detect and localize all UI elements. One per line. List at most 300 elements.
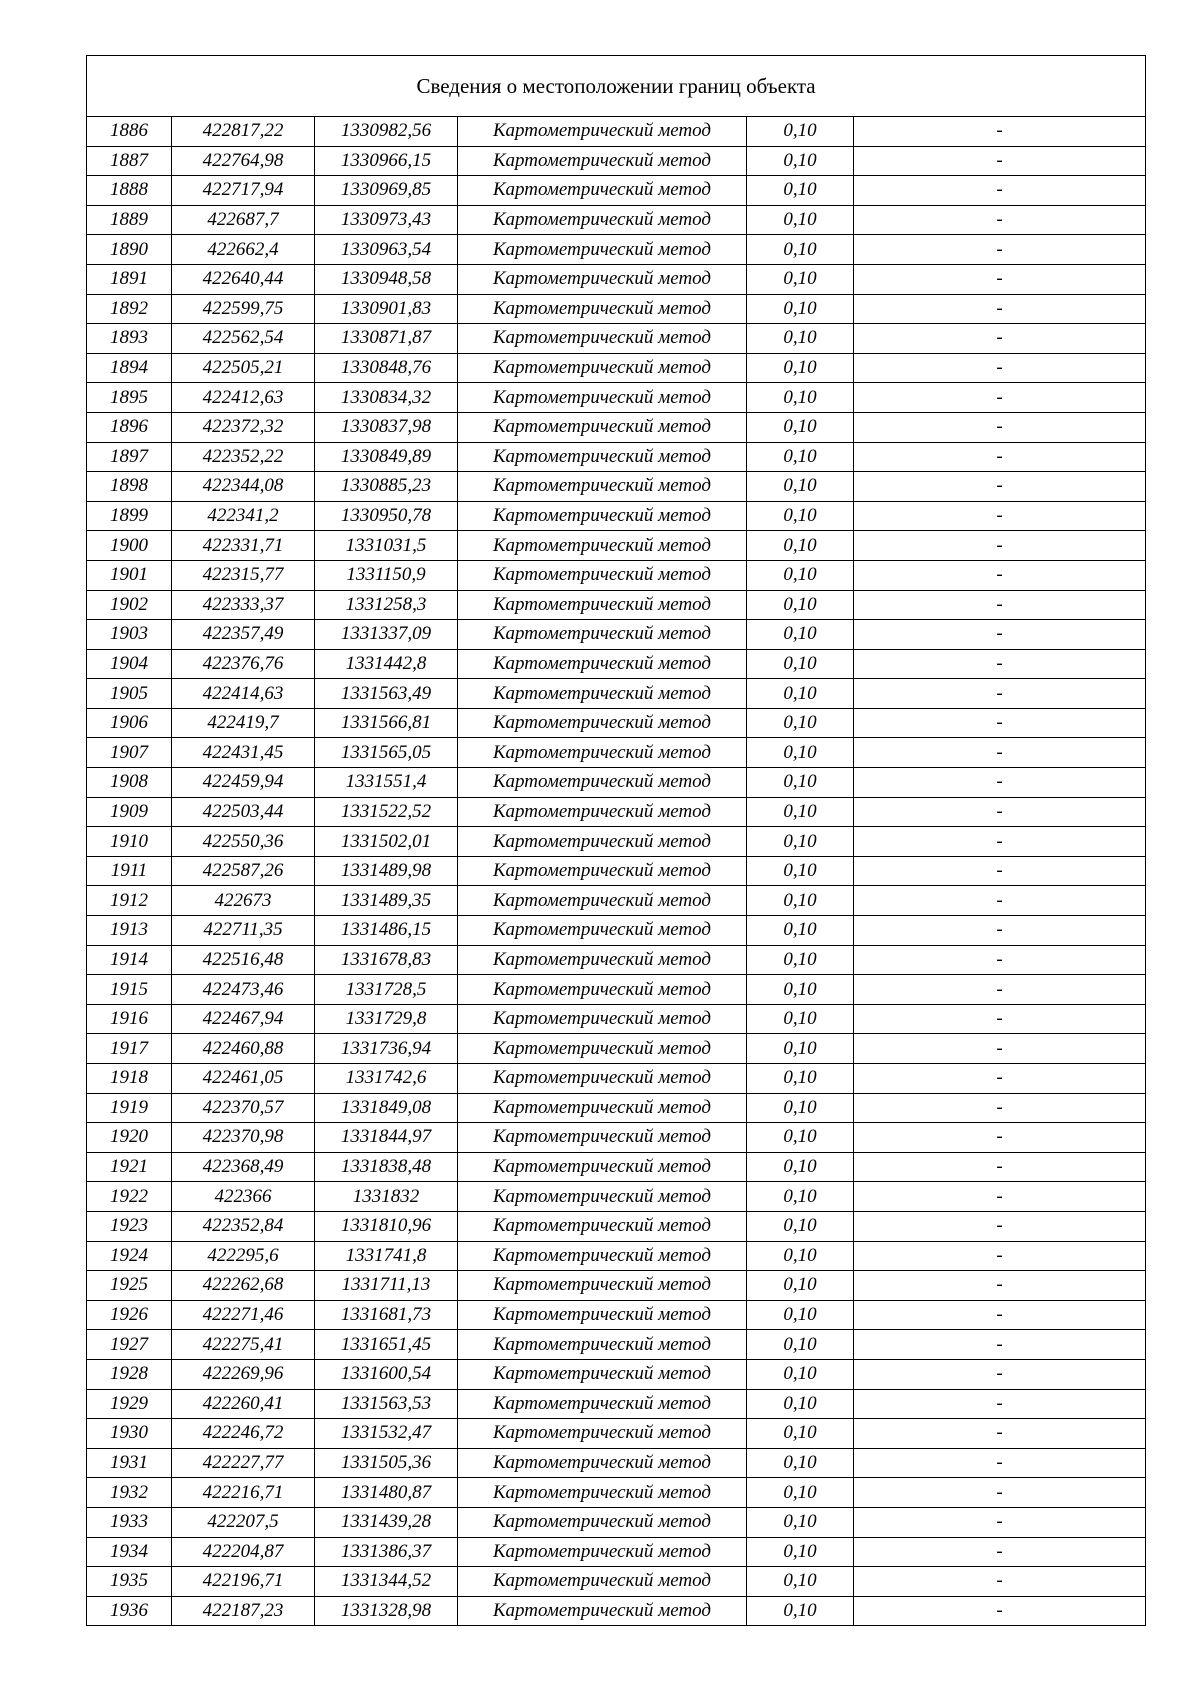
cell-precision: 0,10: [747, 1537, 854, 1567]
cell-description: -: [854, 560, 1146, 590]
cell-description: -: [854, 383, 1146, 413]
cell-coord-x: 422711,35: [172, 916, 315, 946]
cell-description: -: [854, 1123, 1146, 1153]
cell-description: -: [854, 945, 1146, 975]
cell-point-number: 1929: [87, 1389, 172, 1419]
cell-precision: 0,10: [747, 620, 854, 650]
cell-point-number: 1910: [87, 827, 172, 857]
cell-coord-y: 1331031,5: [315, 531, 458, 561]
cell-method: Картометрический метод: [458, 1211, 747, 1241]
cell-precision: 0,10: [747, 1152, 854, 1182]
cell-coord-y: 1331489,98: [315, 856, 458, 886]
cell-coord-y: 1331844,97: [315, 1123, 458, 1153]
cell-description: -: [854, 1300, 1146, 1330]
cell-description: -: [854, 1241, 1146, 1271]
cell-point-number: 1909: [87, 797, 172, 827]
cell-coord-x: 422473,46: [172, 975, 315, 1005]
cell-method: Картометрический метод: [458, 205, 747, 235]
cell-point-number: 1916: [87, 1004, 172, 1034]
cell-point-number: 1922: [87, 1182, 172, 1212]
cell-description: -: [854, 1478, 1146, 1508]
table-row: [87, 975, 1146, 1005]
cell-coord-x: 422216,71: [172, 1478, 315, 1508]
table-row: [87, 620, 1146, 650]
table-row: [87, 1330, 1146, 1360]
cell-coord-y: 1330950,78: [315, 501, 458, 531]
cell-coord-y: 1331486,15: [315, 916, 458, 946]
cell-description: -: [854, 768, 1146, 798]
cell-description: -: [854, 1419, 1146, 1449]
cell-description: -: [854, 797, 1146, 827]
cell-coord-x: 422461,05: [172, 1064, 315, 1094]
table-row: [87, 294, 1146, 324]
cell-coord-y: 1331736,94: [315, 1034, 458, 1064]
cell-description: -: [854, 531, 1146, 561]
cell-coord-x: 422764,98: [172, 146, 315, 176]
cell-precision: 0,10: [747, 324, 854, 354]
cell-description: -: [854, 1271, 1146, 1301]
cell-description: -: [854, 590, 1146, 620]
cell-point-number: 1896: [87, 412, 172, 442]
table-row: [87, 1389, 1146, 1419]
table-row: [87, 1359, 1146, 1389]
cell-coord-x: 422370,98: [172, 1123, 315, 1153]
cell-precision: 0,10: [747, 1596, 854, 1626]
cell-precision: 0,10: [747, 235, 854, 265]
cell-precision: 0,10: [747, 383, 854, 413]
cell-method: Картометрический метод: [458, 1389, 747, 1419]
cell-precision: 0,10: [747, 1034, 854, 1064]
cell-precision: 0,10: [747, 1389, 854, 1419]
cell-point-number: 1932: [87, 1478, 172, 1508]
cell-precision: 0,10: [747, 1448, 854, 1478]
cell-description: -: [854, 501, 1146, 531]
cell-coord-y: 1330948,58: [315, 264, 458, 294]
cell-coord-y: 1331711,13: [315, 1271, 458, 1301]
cell-point-number: 1927: [87, 1330, 172, 1360]
table-row: [87, 412, 1146, 442]
cell-point-number: 1888: [87, 176, 172, 206]
cell-coord-x: 422587,26: [172, 856, 315, 886]
cell-method: Картометрический метод: [458, 324, 747, 354]
cell-coord-y: 1331838,48: [315, 1152, 458, 1182]
cell-point-number: 1918: [87, 1064, 172, 1094]
cell-precision: 0,10: [747, 1211, 854, 1241]
cell-method: Картометрический метод: [458, 146, 747, 176]
table-row: [87, 1567, 1146, 1597]
cell-coord-x: 422357,49: [172, 620, 315, 650]
cell-method: Картометрический метод: [458, 738, 747, 768]
cell-method: Картометрический метод: [458, 916, 747, 946]
table-row: [87, 945, 1146, 975]
cell-precision: 0,10: [747, 1567, 854, 1597]
cell-coord-y: 1330885,23: [315, 472, 458, 502]
cell-coord-y: 1331832: [315, 1182, 458, 1212]
table-row: [87, 1448, 1146, 1478]
cell-point-number: 1931: [87, 1448, 172, 1478]
cell-point-number: 1911: [87, 856, 172, 886]
cell-precision: 0,10: [747, 945, 854, 975]
table-row: [87, 472, 1146, 502]
cell-coord-x: 422640,44: [172, 264, 315, 294]
cell-point-number: 1921: [87, 1152, 172, 1182]
cell-point-number: 1905: [87, 679, 172, 709]
table-row: [87, 235, 1146, 265]
cell-coord-y: 1331150,9: [315, 560, 458, 590]
cell-description: -: [854, 1448, 1146, 1478]
cell-description: -: [854, 472, 1146, 502]
cell-method: Картометрический метод: [458, 797, 747, 827]
cell-coord-x: 422269,96: [172, 1359, 315, 1389]
cell-coord-y: 1331729,8: [315, 1004, 458, 1034]
cell-method: Картометрический метод: [458, 472, 747, 502]
cell-description: -: [854, 620, 1146, 650]
cell-precision: 0,10: [747, 1271, 854, 1301]
table-row: [87, 1123, 1146, 1153]
cell-method: Картометрический метод: [458, 383, 747, 413]
table-row: [87, 176, 1146, 206]
cell-point-number: 1930: [87, 1419, 172, 1449]
cell-precision: 0,10: [747, 768, 854, 798]
cell-coord-x: 422376,76: [172, 649, 315, 679]
cell-coord-x: 422550,36: [172, 827, 315, 857]
cell-coord-y: 1330848,76: [315, 353, 458, 383]
cell-coord-y: 1331489,35: [315, 886, 458, 916]
cell-point-number: 1891: [87, 264, 172, 294]
cell-precision: 0,10: [747, 294, 854, 324]
cell-coord-x: 422372,32: [172, 412, 315, 442]
cell-method: Картометрический метод: [458, 1034, 747, 1064]
cell-method: Картометрический метод: [458, 294, 747, 324]
table-row: [87, 768, 1146, 798]
cell-method: Картометрический метод: [458, 590, 747, 620]
cell-method: Картометрический метод: [458, 1567, 747, 1597]
cell-coord-x: 422516,48: [172, 945, 315, 975]
cell-coord-x: 422419,7: [172, 708, 315, 738]
cell-precision: 0,10: [747, 264, 854, 294]
cell-description: -: [854, 1093, 1146, 1123]
cell-coord-x: 422459,94: [172, 768, 315, 798]
cell-precision: 0,10: [747, 176, 854, 206]
cell-coord-y: 1330973,43: [315, 205, 458, 235]
cell-precision: 0,10: [747, 1182, 854, 1212]
cell-point-number: 1914: [87, 945, 172, 975]
cell-coord-x: 422246,72: [172, 1419, 315, 1449]
cell-point-number: 1898: [87, 472, 172, 502]
cell-point-number: 1934: [87, 1537, 172, 1567]
cell-point-number: 1887: [87, 146, 172, 176]
cell-point-number: 1915: [87, 975, 172, 1005]
cell-method: Картометрический метод: [458, 1004, 747, 1034]
cell-coord-x: 422315,77: [172, 560, 315, 590]
cell-method: Картометрический метод: [458, 1448, 747, 1478]
cell-precision: 0,10: [747, 738, 854, 768]
cell-method: Картометрический метод: [458, 1271, 747, 1301]
cell-method: Картометрический метод: [458, 1123, 747, 1153]
table-row: [87, 679, 1146, 709]
cell-point-number: 1889: [87, 205, 172, 235]
cell-coord-x: 422227,77: [172, 1448, 315, 1478]
cell-point-number: 1892: [87, 294, 172, 324]
table-row: [87, 1300, 1146, 1330]
table-row: [87, 1419, 1146, 1449]
cell-method: Картометрический метод: [458, 1152, 747, 1182]
cell-coord-x: 422271,46: [172, 1300, 315, 1330]
cell-description: -: [854, 1330, 1146, 1360]
cell-point-number: 1903: [87, 620, 172, 650]
cell-coord-y: 1330982,56: [315, 117, 458, 147]
cell-coord-y: 1331566,81: [315, 708, 458, 738]
cell-precision: 0,10: [747, 1093, 854, 1123]
cell-coord-x: 422331,71: [172, 531, 315, 561]
cell-precision: 0,10: [747, 1004, 854, 1034]
cell-coord-x: 422370,57: [172, 1093, 315, 1123]
cell-coord-y: 1330837,98: [315, 412, 458, 442]
cell-point-number: 1893: [87, 324, 172, 354]
cell-method: Картометрический метод: [458, 264, 747, 294]
cell-coord-y: 1330963,54: [315, 235, 458, 265]
cell-precision: 0,10: [747, 649, 854, 679]
cell-coord-y: 1331480,87: [315, 1478, 458, 1508]
cell-description: -: [854, 1389, 1146, 1419]
cell-point-number: 1924: [87, 1241, 172, 1271]
table-row: [87, 1271, 1146, 1301]
cell-method: Картометрический метод: [458, 531, 747, 561]
cell-description: -: [854, 679, 1146, 709]
cell-coord-x: 422344,08: [172, 472, 315, 502]
cell-description: -: [854, 205, 1146, 235]
cell-point-number: 1923: [87, 1211, 172, 1241]
cell-coord-y: 1330834,32: [315, 383, 458, 413]
document-page: [86, 55, 1145, 1626]
cell-description: -: [854, 886, 1146, 916]
table-row: [87, 1241, 1146, 1271]
cell-point-number: 1933: [87, 1507, 172, 1537]
table-row: [87, 1596, 1146, 1626]
cell-coord-y: 1330901,83: [315, 294, 458, 324]
cell-description: -: [854, 1211, 1146, 1241]
cell-precision: 0,10: [747, 1507, 854, 1537]
cell-coord-y: 1331681,73: [315, 1300, 458, 1330]
cell-description: -: [854, 1359, 1146, 1389]
cell-coord-x: 422687,7: [172, 205, 315, 235]
table-row: [87, 916, 1146, 946]
cell-method: Картометрический метод: [458, 1330, 747, 1360]
cell-description: -: [854, 856, 1146, 886]
table-row: [87, 827, 1146, 857]
cell-coord-x: 422414,63: [172, 679, 315, 709]
table-row: [87, 1478, 1146, 1508]
cell-description: -: [854, 235, 1146, 265]
cell-point-number: 1925: [87, 1271, 172, 1301]
table-row: [87, 708, 1146, 738]
cell-method: Картометрический метод: [458, 1064, 747, 1094]
cell-method: Картометрический метод: [458, 649, 747, 679]
cell-point-number: 1920: [87, 1123, 172, 1153]
cell-description: -: [854, 294, 1146, 324]
cell-description: -: [854, 1507, 1146, 1537]
cell-precision: 0,10: [747, 1064, 854, 1094]
table-row: [87, 856, 1146, 886]
cell-precision: 0,10: [747, 590, 854, 620]
cell-method: Картометрический метод: [458, 1241, 747, 1271]
cell-precision: 0,10: [747, 708, 854, 738]
cell-coord-x: 422262,68: [172, 1271, 315, 1301]
cell-method: Картометрический метод: [458, 768, 747, 798]
cell-precision: 0,10: [747, 856, 854, 886]
cell-coord-y: 1330849,89: [315, 442, 458, 472]
cell-coord-y: 1330871,87: [315, 324, 458, 354]
table-row: [87, 1537, 1146, 1567]
cell-method: Картометрический метод: [458, 975, 747, 1005]
cell-coord-x: 422503,44: [172, 797, 315, 827]
cell-precision: 0,10: [747, 916, 854, 946]
cell-point-number: 1904: [87, 649, 172, 679]
cell-coord-y: 1331565,05: [315, 738, 458, 768]
cell-coord-y: 1331532,47: [315, 1419, 458, 1449]
cell-precision: 0,10: [747, 1300, 854, 1330]
cell-point-number: 1901: [87, 560, 172, 590]
boundary-coordinates-table: [86, 55, 1146, 1626]
cell-method: Картометрический метод: [458, 1300, 747, 1330]
table-row: [87, 442, 1146, 472]
cell-coord-y: 1331678,83: [315, 945, 458, 975]
table-row: [87, 117, 1146, 147]
cell-precision: 0,10: [747, 1419, 854, 1449]
cell-point-number: 1902: [87, 590, 172, 620]
cell-coord-x: 422295,6: [172, 1241, 315, 1271]
cell-precision: 0,10: [747, 472, 854, 502]
table-row: [87, 1034, 1146, 1064]
cell-coord-y: 1331344,52: [315, 1567, 458, 1597]
table-row: [87, 1211, 1146, 1241]
cell-point-number: 1926: [87, 1300, 172, 1330]
cell-description: -: [854, 1004, 1146, 1034]
cell-coord-x: 422352,84: [172, 1211, 315, 1241]
cell-method: Картометрический метод: [458, 827, 747, 857]
cell-coord-y: 1331551,4: [315, 768, 458, 798]
cell-point-number: 1928: [87, 1359, 172, 1389]
cell-coord-x: 422673: [172, 886, 315, 916]
cell-coord-y: 1331442,8: [315, 649, 458, 679]
table-title: Сведения о местоположении границ объекта: [87, 56, 1146, 117]
cell-precision: 0,10: [747, 1359, 854, 1389]
cell-coord-y: 1331728,5: [315, 975, 458, 1005]
cell-precision: 0,10: [747, 412, 854, 442]
cell-precision: 0,10: [747, 1241, 854, 1271]
cell-method: Картометрический метод: [458, 856, 747, 886]
cell-point-number: 1895: [87, 383, 172, 413]
table-row: [87, 1064, 1146, 1094]
cell-coord-y: 1331328,98: [315, 1596, 458, 1626]
cell-coord-y: 1331439,28: [315, 1507, 458, 1537]
cell-point-number: 1936: [87, 1596, 172, 1626]
cell-method: Картометрический метод: [458, 1419, 747, 1449]
cell-coord-x: 422505,21: [172, 353, 315, 383]
cell-description: -: [854, 176, 1146, 206]
cell-coord-x: 422352,22: [172, 442, 315, 472]
cell-coord-y: 1331563,49: [315, 679, 458, 709]
cell-precision: 0,10: [747, 1330, 854, 1360]
cell-method: Картометрический метод: [458, 620, 747, 650]
cell-precision: 0,10: [747, 531, 854, 561]
cell-coord-y: 1331810,96: [315, 1211, 458, 1241]
cell-description: -: [854, 412, 1146, 442]
table-row: [87, 1093, 1146, 1123]
table-row: [87, 353, 1146, 383]
cell-method: Картометрический метод: [458, 442, 747, 472]
cell-description: -: [854, 708, 1146, 738]
cell-coord-x: 422207,5: [172, 1507, 315, 1537]
cell-coord-x: 422431,45: [172, 738, 315, 768]
table-row: [87, 264, 1146, 294]
cell-coord-x: 422366: [172, 1182, 315, 1212]
cell-point-number: 1886: [87, 117, 172, 147]
cell-coord-y: 1331502,01: [315, 827, 458, 857]
table-row: [87, 501, 1146, 531]
cell-description: -: [854, 264, 1146, 294]
cell-point-number: 1897: [87, 442, 172, 472]
table-row: [87, 590, 1146, 620]
cell-description: -: [854, 649, 1146, 679]
cell-coord-y: 1331600,54: [315, 1359, 458, 1389]
cell-coord-x: 422275,41: [172, 1330, 315, 1360]
cell-coord-x: 422260,41: [172, 1389, 315, 1419]
cell-method: Картометрический метод: [458, 1359, 747, 1389]
cell-method: Картометрический метод: [458, 176, 747, 206]
cell-coord-x: 422717,94: [172, 176, 315, 206]
cell-point-number: 1906: [87, 708, 172, 738]
cell-method: Картометрический метод: [458, 1507, 747, 1537]
cell-method: Картометрический метод: [458, 117, 747, 147]
cell-coord-x: 422333,37: [172, 590, 315, 620]
cell-description: -: [854, 738, 1146, 768]
cell-description: -: [854, 1034, 1146, 1064]
cell-description: -: [854, 146, 1146, 176]
cell-point-number: 1935: [87, 1567, 172, 1597]
cell-precision: 0,10: [747, 679, 854, 709]
table-row: [87, 649, 1146, 679]
cell-precision: 0,10: [747, 560, 854, 590]
cell-precision: 0,10: [747, 205, 854, 235]
table-row: [87, 324, 1146, 354]
cell-description: -: [854, 1537, 1146, 1567]
cell-method: Картометрический метод: [458, 945, 747, 975]
cell-description: -: [854, 827, 1146, 857]
table-row: [87, 1182, 1146, 1212]
cell-coord-x: 422341,2: [172, 501, 315, 531]
cell-coord-y: 1330969,85: [315, 176, 458, 206]
cell-precision: 0,10: [747, 353, 854, 383]
cell-point-number: 1907: [87, 738, 172, 768]
table-row: [87, 560, 1146, 590]
cell-coord-x: 422196,71: [172, 1567, 315, 1597]
cell-point-number: 1900: [87, 531, 172, 561]
table-row: [87, 205, 1146, 235]
cell-description: -: [854, 324, 1146, 354]
cell-coord-y: 1331505,36: [315, 1448, 458, 1478]
cell-point-number: 1912: [87, 886, 172, 916]
cell-precision: 0,10: [747, 886, 854, 916]
table-row: [87, 1004, 1146, 1034]
cell-description: -: [854, 1567, 1146, 1597]
cell-description: -: [854, 353, 1146, 383]
cell-coord-x: 422204,87: [172, 1537, 315, 1567]
cell-point-number: 1890: [87, 235, 172, 265]
cell-method: Картометрический метод: [458, 353, 747, 383]
cell-coord-x: 422368,49: [172, 1152, 315, 1182]
cell-coord-y: 1331742,6: [315, 1064, 458, 1094]
